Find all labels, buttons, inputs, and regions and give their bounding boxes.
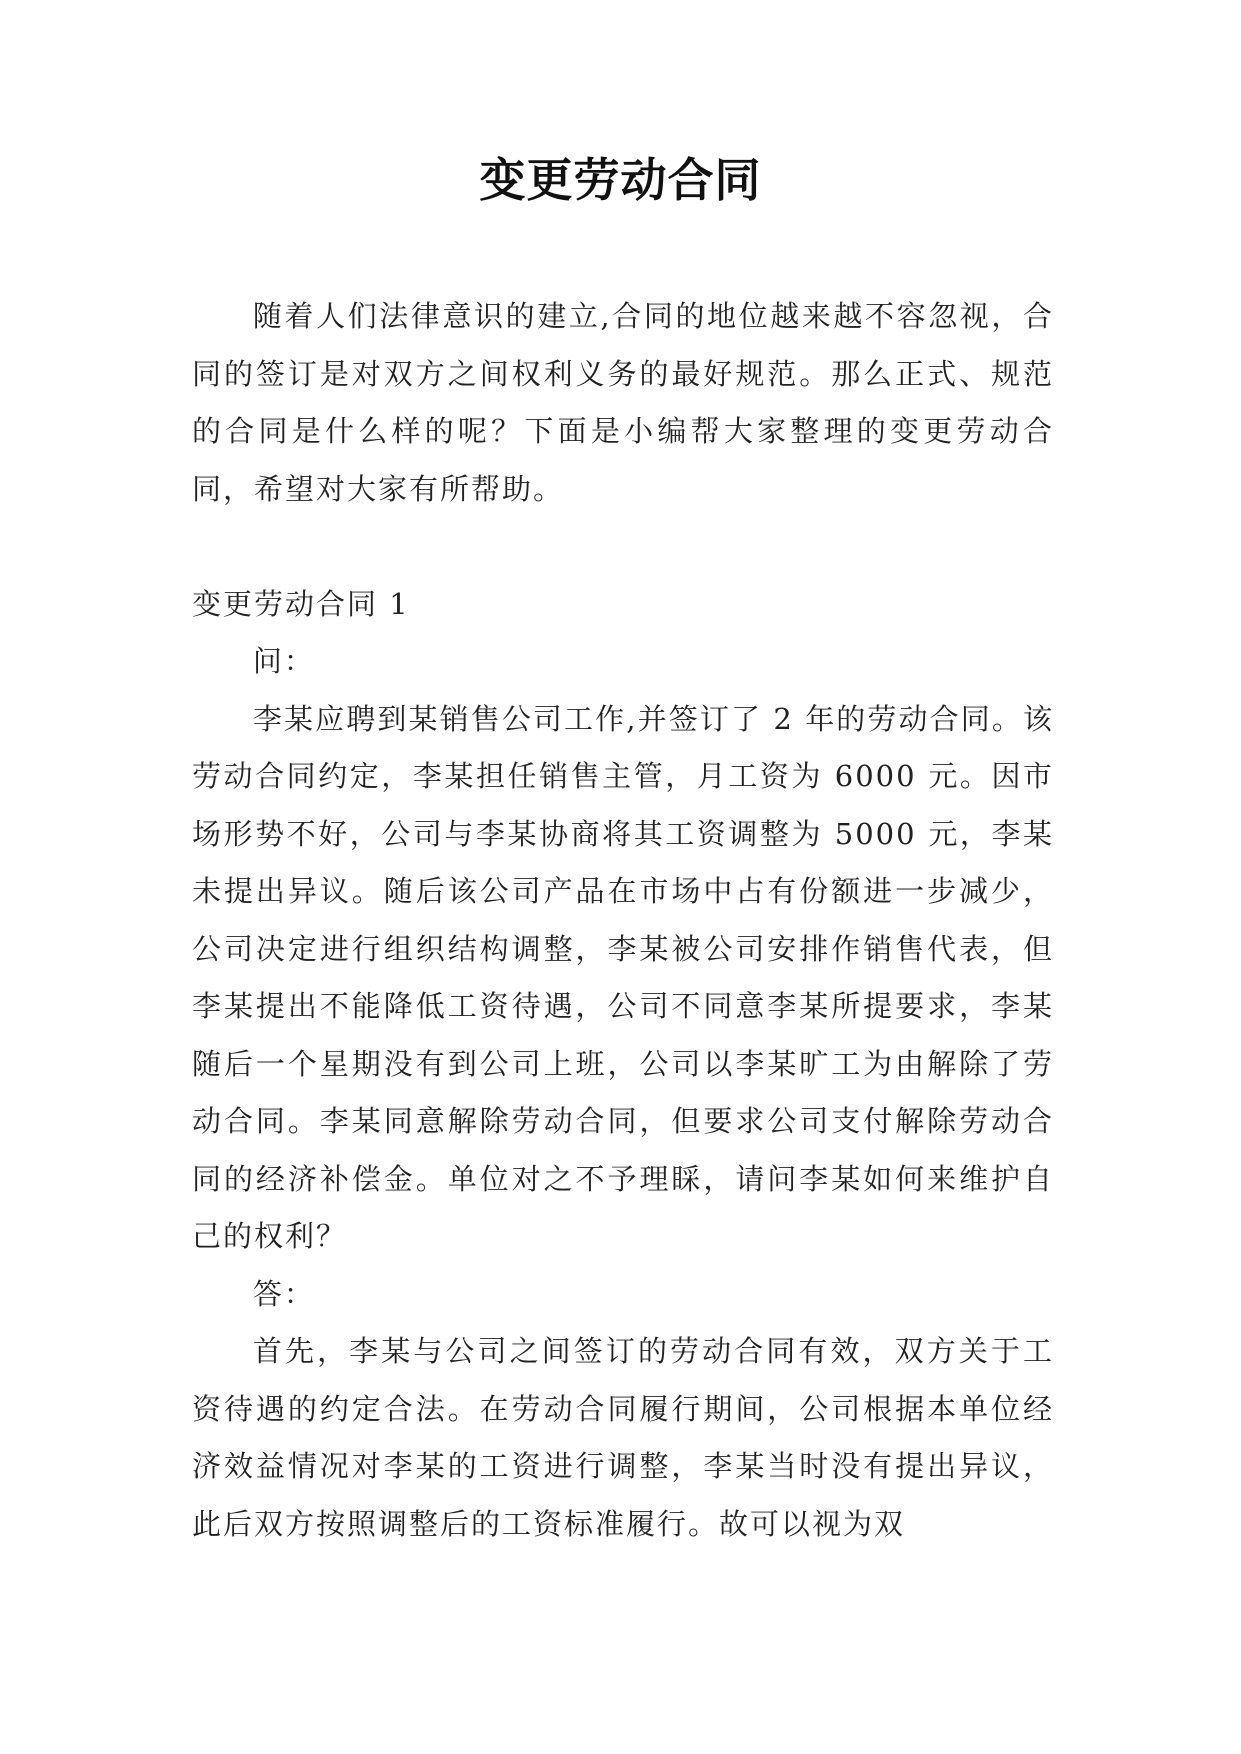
question-label: 问： <box>252 644 315 678</box>
section-heading: 变更劳动合同 1 <box>192 586 410 621</box>
answer-paragraph: 首先，李某与公司之间签订的劳动合同有效，双方关于工资待遇的约定合法。在劳动合同履行期间，公司根据本单位经济效益情况对李某的工资进行调整，李某当时没有提出异议，此后双方按照调整后的工资标准履行。故可以视为双 <box>192 1334 1054 1541</box>
document-title: 变更劳动合同 <box>479 153 762 207</box>
intro-paragraph: 随着人们法律意识的建立,合同的地位越来越不容忽视，合同的签订是对双方之间权利义务的最好规范。那么正式、规范的合同是什么样的呢？下面是小编帮大家整理的变更劳动合同，希望对大家有所帮助。 <box>192 299 1054 506</box>
paragraph-gap <box>192 518 1054 576</box>
question-paragraph: 李某应聘到某销售公司工作,并签订了 2 年的劳动合同。该劳动合同约定，李某担任销售主管，月工资为 6000 元。因市场形势不好，公司与李某协商将其工资调整为 5000 元，李某未提出异议。随后该公司产品在市场中占有份额进一步减少，公司决定进行组织结构调整，李某被公司安排作销售代表，但李某提出不能降低工资待遇，公司不同意李某所提要求，李某随后一个星期没有到公司上班，公司以李某旷工为由解除了劳动合同。李某同意解除劳动合同，但要求公司支付解除劳动合同的经济补偿金。单位对之不予理睬，请问李某如何来维护自己的权利？ <box>192 701 1054 1253</box>
answer-label: 答： <box>252 1276 315 1311</box>
document-body <box>192 288 1054 1553</box>
